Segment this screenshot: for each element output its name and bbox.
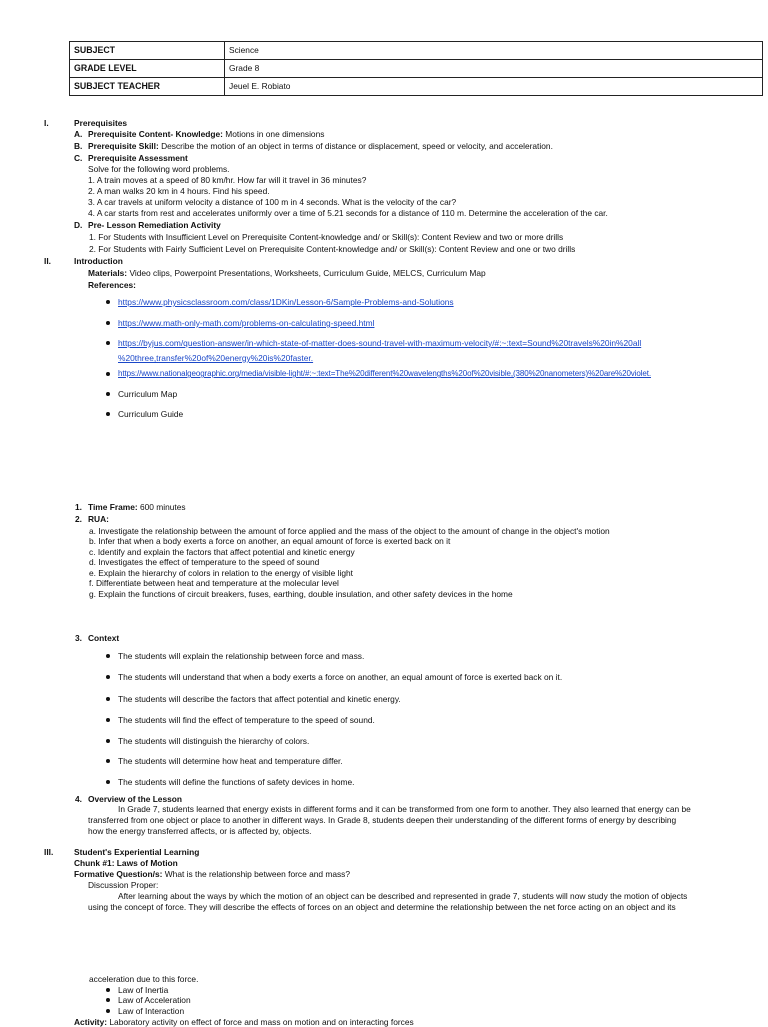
experiential-heading: Student's Experiential Learning xyxy=(74,847,200,857)
grade-level-label: GRADE LEVEL xyxy=(70,60,225,78)
overview-line: transferred from one object or place to another in different ways. In Grade 8, students deepen their understanding of the different forms of energy by describing xyxy=(88,815,677,825)
bullet xyxy=(106,321,110,325)
references-label: References: xyxy=(88,280,136,290)
info-table xyxy=(69,41,763,96)
bullet xyxy=(106,998,110,1002)
time-frame-line xyxy=(88,502,186,512)
list-item: The students will explain the relationship between force and mass. xyxy=(118,651,365,661)
assessment-intro: Solve for the following word problems. xyxy=(88,164,230,174)
list-item: The students will determine how heat and temperature differ. xyxy=(118,756,343,766)
list-item: b. Infer that when a body exerts a force on another, an equal amount of force is exerted back on it xyxy=(89,536,451,546)
item-marker: B. xyxy=(74,141,83,151)
chunk-title: Chunk #1: Laws of Motion xyxy=(74,858,178,868)
prereq-content-text: Motions in one dimensions xyxy=(225,129,325,139)
subject-label: SUBJECT xyxy=(70,42,225,60)
remediation-label: Pre- Lesson Remediation Activity xyxy=(88,220,221,230)
discussion-label: Discussion Proper: xyxy=(88,880,159,890)
list-item: f. Differentiate between heat and temperature at the molecular level xyxy=(89,578,339,588)
section-numeral-1: I. xyxy=(44,118,49,128)
prereq-skill-line xyxy=(88,141,553,151)
time-frame-label: Time Frame: xyxy=(88,502,138,512)
prereq-skill-text: Describe the motion of an object in terms of distance or displacement, speed or velocity, and acceleration. xyxy=(161,141,553,151)
bullet xyxy=(106,341,110,345)
list-item: The students will find the effect of temperature to the speed of sound. xyxy=(118,715,375,725)
list-item: 3. A car travels at uniform velocity a distance of 100 m in 4 seconds. What is the velocity of the car? xyxy=(88,197,457,207)
overview-line: In Grade 7, students learned that energy exists in different forms and it can be transformed from one form to another. They also learned that energy can be xyxy=(118,804,691,814)
bullet xyxy=(106,675,110,679)
activity-label: Activity: xyxy=(74,1017,108,1027)
item-marker: 3. xyxy=(75,633,82,643)
reference-link[interactable]: https://byjus.com/question-answer/in-which-state-of-matter-does-sound-travel-with-maximum-velocity/#:~:text=Sound%20travels%20in%20all xyxy=(118,338,642,348)
bullet xyxy=(106,392,110,396)
reference-link-continued[interactable]: %20three,transfer%20of%20energy%20is%20faster. xyxy=(118,353,314,363)
list-item: Law of Interaction xyxy=(118,1006,185,1016)
bullet xyxy=(106,412,110,416)
item-marker: 1. xyxy=(75,502,82,512)
bullet xyxy=(106,988,110,992)
subject-teacher-value: Jeuel E. Robiato xyxy=(225,78,763,96)
table-row xyxy=(70,42,763,60)
list-item: 4. A car starts from rest and accelerates uniformly over a time of 5.21 seconds for a distance of 110 m. Determine the acceleration of the car. xyxy=(88,208,608,218)
reference-link[interactable]: https://www.physicsclassroom.com/class/1DKin/Lesson-6/Sample-Problems-and-Solutions xyxy=(118,297,454,307)
item-marker: 4. xyxy=(75,794,82,804)
context-label: Context xyxy=(88,633,120,643)
formative-question-text: What is the relationship between force and mass? xyxy=(164,869,351,879)
prereq-content-line xyxy=(88,129,324,139)
bullet xyxy=(106,780,110,784)
list-item: 1. A train moves at a speed of 80 km/hr. How far will it travel in 36 minutes? xyxy=(88,175,367,185)
list-item: c. Identify and explain the factors that affect potential and kinetic energy xyxy=(89,547,355,557)
bullet xyxy=(106,739,110,743)
list-item: The students will describe the factors that affect potential and kinetic energy. xyxy=(118,694,401,704)
item-marker: D. xyxy=(74,220,83,230)
activity-line xyxy=(74,1017,414,1027)
prereq-assessment-label: Prerequisite Assessment xyxy=(88,153,188,163)
time-frame-value: 600 minutes xyxy=(139,502,186,512)
section-numeral-2: II. xyxy=(44,256,51,266)
materials-label: Materials: xyxy=(88,268,128,278)
materials-line xyxy=(88,268,486,278)
list-item: The students will distinguish the hierarchy of colors. xyxy=(118,736,310,746)
materials-text: Video clips, Powerpoint Presentations, Worksheets, Curriculum Guide, MELCS, Curriculum Map xyxy=(129,268,486,278)
list-item: g. Explain the functions of circuit breakers, fuses, earthing, double insulation, and other safety devices in the home xyxy=(89,589,513,599)
subject-teacher-label: SUBJECT TEACHER xyxy=(70,78,225,96)
reference-link[interactable]: https://www.math-only-math.com/problems-on-calculating-speed.html xyxy=(118,318,375,328)
reference-link[interactable]: https://www.nationalgeographic.org/media/visible-light/#:~:text=The%20different%20wavelengths%20of%20visible,(380%20nanometers)%20are%20violet. xyxy=(118,369,651,378)
bullet xyxy=(106,1009,110,1013)
discussion-continuation: acceleration due to this force. xyxy=(89,974,199,984)
activity-text: Laboratory activity on effect of force and mass on motion and on interacting forces xyxy=(109,1017,414,1027)
bullet xyxy=(106,759,110,763)
section-numeral-3: III. xyxy=(44,847,54,857)
table-row xyxy=(70,60,763,78)
list-item: e. Explain the hierarchy of colors in relation to the energy of visible light xyxy=(89,568,353,578)
formative-question-label: Formative Question/s: xyxy=(74,869,163,879)
item-marker: A. xyxy=(74,129,83,139)
bullet xyxy=(106,300,110,304)
item-marker: C. xyxy=(74,153,83,163)
overview-label: Overview of the Lesson xyxy=(88,794,183,804)
list-item: 1. For Students with Insufficient Level on Prerequisite Content-knowledge and/ or Skill(s): Content Review and two or more drills xyxy=(89,232,564,242)
rua-label: RUA: xyxy=(88,514,109,524)
item-marker: 2. xyxy=(75,514,82,524)
list-item: d. Investigates the effect of temperature to the speed of sound xyxy=(89,557,320,567)
table-row xyxy=(70,78,763,96)
formative-question-line xyxy=(74,869,350,879)
reference-item: Curriculum Map xyxy=(118,389,178,399)
list-item: The students will understand that when a body exerts a force on another, an equal amount of force is exerted back on it. xyxy=(118,672,563,682)
prereq-content-label: Prerequisite Content- Knowledge: xyxy=(88,129,223,139)
reference-item: Curriculum Guide xyxy=(118,409,184,419)
list-item: 2. A man walks 20 km in 4 hours. Find his speed. xyxy=(88,186,270,196)
list-item: 2. For Students with Fairly Sufficient Level on Prerequisite Content-knowledge and/ or Skill(s): Content Review and one or two drills xyxy=(89,244,576,254)
bullet xyxy=(106,654,110,658)
bullet xyxy=(106,697,110,701)
bullet xyxy=(106,372,110,376)
bullet xyxy=(106,718,110,722)
prerequisites-heading: Prerequisites xyxy=(74,118,128,128)
grade-level-value: Grade 8 xyxy=(225,60,763,78)
prereq-skill-label: Prerequisite Skill: xyxy=(88,141,159,151)
list-item: Law of Acceleration xyxy=(118,995,191,1005)
discussion-line: After learning about the ways by which the motion of an object can be described and represented in grade 7, students will now study the motion of objects xyxy=(118,891,688,901)
list-item: The students will define the functions of safety devices in home. xyxy=(118,777,355,787)
discussion-line: using the concept of force. They will describe the effects of forces on an object and determine the relationship between the net force acting on an object and its xyxy=(88,902,676,912)
introduction-heading: Introduction xyxy=(74,256,123,266)
subject-value: Science xyxy=(225,42,763,60)
list-item: a. Investigate the relationship between the amount of force applied and the mass of the object to the amount of change in the object's motion xyxy=(89,526,610,536)
overview-line: how the energy transferred affects, or is affected by, objects. xyxy=(88,826,312,836)
list-item: Law of Inertia xyxy=(118,985,169,995)
